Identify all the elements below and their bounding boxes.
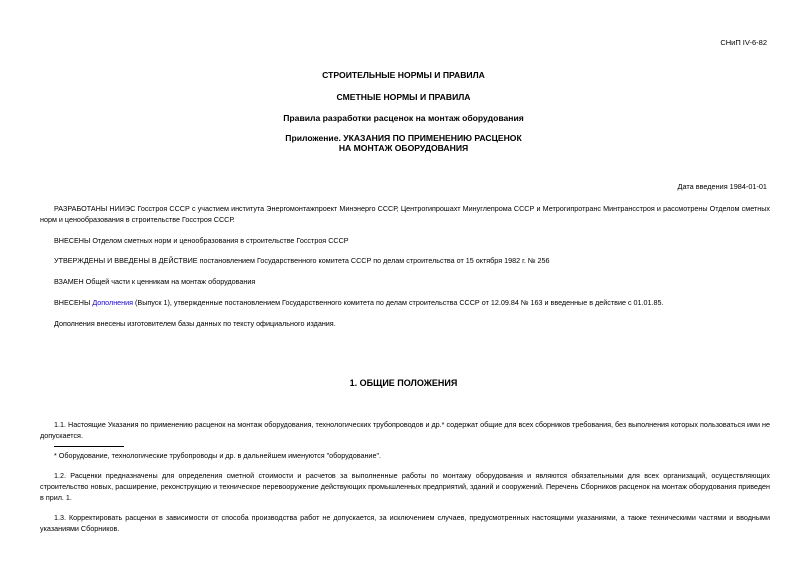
heading-appendix-line2: НА МОНТАЖ ОБОРУДОВАНИЯ (338, 143, 469, 153)
heading-norms: СТРОИТЕЛЬНЫЕ НОРМЫ И ПРАВИЛА (322, 70, 485, 80)
document-code: СНиП IV-6-82 (720, 38, 767, 47)
amendment-paragraph (40, 297, 770, 308)
heading-estimate-norms: СМЕТНЫЕ НОРМЫ И ПРАВИЛА (336, 92, 471, 102)
database-note: Дополнения внесены изготовителем базы данных по тексту официального издания. (54, 319, 336, 328)
paragraph-1-3: 1.3. Корректировать расценки в зависимости от способа производства работ не допускается, за исключением случаев, предусмотренных настоящими указаниями, а также техническими частями и вводными указаниями Сборников. (40, 513, 770, 533)
developed-paragraph: РАЗРАБОТАНЫ НИИЭС Госстроя СССР с участием института Энергомонтажпроект Минэнерго СССР, Центрогипрошахт Минуглепрома СССР и Метрогипротранс Минтрансстроя и рассмотрены Отделом сметных норм и ценообразования в строительстве Госстроя СССР. (40, 204, 770, 224)
paragraph-1-2: 1.2. Расценки предназначены для определения сметной стоимости и расчетов за выполненные работы по монтажу оборудования и являются обязательными для всех организаций, осуществляющих строительство новых, расширение, реконструкцию и техническое перевооружение действующих промышленных предприятий, зданий и сооружений. Перечень Сборников расценок на монтаж оборудования приведен в прил. 1. (40, 471, 770, 502)
effective-date: Дата введения 1984-01-01 (677, 182, 767, 191)
footnote-divider (54, 446, 124, 447)
amendment-prefix: ВНЕСЕНЫ (54, 298, 93, 307)
approved-paragraph: УТВЕРЖДЕНЫ И ВВЕДЕНЫ В ДЕЙСТВИЕ постановлением Государственного комитета СССР по делам строительства от 15 октября 1982 г. № 256 (54, 256, 550, 265)
amendment-link[interactable]: Дополнения (92, 298, 134, 307)
amendment-suffix: (Выпуск 1), утвержденные постановлением Государственного комитета по делам строительства СССР от 12.09.84 № 163 и введенные в действие с 01.01.85. (133, 298, 664, 307)
submitted-paragraph: ВНЕСЕНЫ Отделом сметных норм и ценообразования в строительстве Госстроя СССР (54, 236, 349, 245)
replaces-paragraph: ВЗАМЕН Общей части к ценникам на монтаж оборудования (54, 277, 256, 286)
footnote: * Оборудование, технологические трубопроводы и др. в дальнейшем именуются "оборудование". (54, 451, 381, 460)
heading-appendix-line1: Приложение. УКАЗАНИЯ ПО ПРИМЕНЕНИЮ РАСЦЕНОК (285, 133, 522, 143)
section-title: 1. ОБЩИЕ ПОЛОЖЕНИЯ (349, 378, 458, 388)
paragraph-1-1: 1.1. Настоящие Указания по применению расценок на монтаж оборудования, технологических трубопроводов и др.* содержат общие для всех сборников требования, без выполнения которых пользоваться ими не допускается. (40, 420, 770, 440)
heading-rules: Правила разработки расценок на монтаж оборудования (283, 113, 524, 123)
